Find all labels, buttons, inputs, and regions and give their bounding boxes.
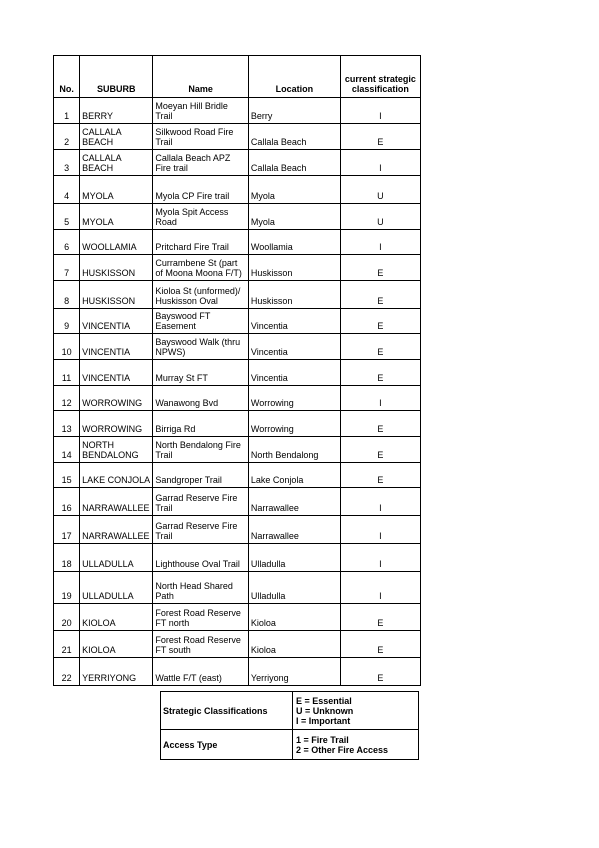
row-classification: I	[340, 98, 420, 124]
row-suburb: VINCENTIA	[80, 360, 153, 386]
row-classification: E	[340, 411, 420, 437]
row-suburb: WOOLLAMIA	[80, 230, 153, 255]
row-suburb: WORROWING	[80, 411, 153, 437]
row-location: Vincentia	[248, 309, 340, 334]
row-name: Pritchard Fire Trail	[153, 230, 249, 255]
row-no: 2	[54, 124, 80, 150]
row-location: Lake Conjola	[248, 463, 340, 488]
row-suburb: ULLADULLA	[80, 544, 153, 572]
row-location: Myola	[248, 204, 340, 230]
header-suburb: SUBURB	[80, 56, 153, 98]
legend-access-label: Access Type	[161, 730, 293, 760]
row-name: North Head Shared Path	[153, 572, 249, 604]
row-location: Huskisson	[248, 255, 340, 281]
row-location: Worrowing	[248, 411, 340, 437]
table-row	[54, 658, 421, 686]
row-suburb: WORROWING	[80, 386, 153, 411]
row-suburb: YERRIYONG	[80, 658, 153, 686]
header-location: Location	[248, 56, 340, 98]
row-name: Wanawong Bvd	[153, 386, 249, 411]
row-name: Wattle F/T (east)	[153, 658, 249, 686]
row-no: 14	[54, 437, 80, 463]
row-location: Berry	[248, 98, 340, 124]
row-name: Garrad Reserve Fire Trail	[153, 488, 249, 516]
row-classification: E	[340, 631, 420, 658]
row-no: 6	[54, 230, 80, 255]
row-location: Worrowing	[248, 386, 340, 411]
row-no: 9	[54, 309, 80, 334]
row-name: North Bendalong Fire Trail	[153, 437, 249, 463]
header-classification-line2: classification	[351, 84, 409, 94]
table-row	[54, 604, 421, 631]
table-row	[54, 204, 421, 230]
table-row	[54, 411, 421, 437]
row-suburb: HUSKISSON	[80, 255, 153, 281]
table-row	[54, 255, 421, 281]
table-row	[54, 488, 421, 516]
row-location: Huskisson	[248, 281, 340, 309]
row-suburb: KIOLOA	[80, 604, 153, 631]
row-suburb: CALLALA BEACH	[80, 124, 153, 150]
table-row	[54, 544, 421, 572]
row-name: Forest Road Reserve FT north	[153, 604, 249, 631]
row-classification: I	[340, 544, 420, 572]
row-name: Myola Spit Access Road	[153, 204, 249, 230]
row-suburb: VINCENTIA	[80, 334, 153, 360]
legend-important: I = Important	[296, 715, 351, 726]
table-row	[54, 230, 421, 255]
table-row	[54, 176, 421, 204]
row-location: Ulladulla	[248, 544, 340, 572]
row-suburb: BERRY	[80, 98, 153, 124]
table-row	[54, 516, 421, 544]
row-no: 19	[54, 572, 80, 604]
table-row	[54, 309, 421, 334]
row-classification: E	[340, 255, 420, 281]
row-suburb: KIOLOA	[80, 631, 153, 658]
row-suburb: NARRAWALLEE	[80, 488, 153, 516]
header-classification-line1: current strategic	[344, 74, 416, 84]
row-name: Forest Road Reserve FT south	[153, 631, 249, 658]
row-classification: E	[340, 309, 420, 334]
row-no: 16	[54, 488, 80, 516]
row-classification: I	[340, 386, 420, 411]
legend-essential: E = Essential	[296, 695, 352, 706]
legend-fire-trail: 1 = Fire Trail	[296, 734, 349, 745]
row-no: 12	[54, 386, 80, 411]
table-row	[54, 150, 421, 176]
row-no: 13	[54, 411, 80, 437]
row-location: Vincentia	[248, 334, 340, 360]
row-name: Bayswood Walk (thru NPWS)	[153, 334, 249, 360]
row-no: 7	[54, 255, 80, 281]
row-name: Kioloa St (unformed)/ Huskisson Oval	[153, 281, 249, 309]
table-row	[54, 437, 421, 463]
row-no: 15	[54, 463, 80, 488]
header-classification	[340, 56, 420, 98]
row-location: Kioloa	[248, 604, 340, 631]
row-suburb: CALLALA BEACH	[80, 150, 153, 176]
legend-strategic-label: Strategic Classifications	[161, 692, 293, 730]
row-name: Garrad Reserve Fire Trail	[153, 516, 249, 544]
row-no: 21	[54, 631, 80, 658]
row-classification: I	[340, 488, 420, 516]
row-classification: E	[340, 658, 420, 686]
row-suburb: HUSKISSON	[80, 281, 153, 309]
row-suburb: ULLADULLA	[80, 572, 153, 604]
row-location: Narrawallee	[248, 488, 340, 516]
row-name: Myola CP Fire trail	[153, 176, 249, 204]
row-location: Ulladulla	[248, 572, 340, 604]
table-row	[54, 463, 421, 488]
legend-strategic-row	[161, 692, 419, 730]
header-no: No.	[54, 56, 80, 98]
table-row	[54, 386, 421, 411]
row-name: Bayswood FT Easement	[153, 309, 249, 334]
row-suburb: NORTH BENDALONG	[80, 437, 153, 463]
fire-trail-table	[53, 55, 421, 686]
legend-strategic-values	[293, 692, 419, 730]
header-name: Name	[153, 56, 249, 98]
row-classification: E	[340, 281, 420, 309]
row-classification: I	[340, 150, 420, 176]
row-classification: E	[340, 463, 420, 488]
row-classification: E	[340, 437, 420, 463]
row-suburb: VINCENTIA	[80, 309, 153, 334]
row-classification: E	[340, 360, 420, 386]
row-no: 10	[54, 334, 80, 360]
table-row	[54, 631, 421, 658]
row-no: 5	[54, 204, 80, 230]
row-no: 4	[54, 176, 80, 204]
table-row	[54, 360, 421, 386]
table-row	[54, 572, 421, 604]
row-location: Vincentia	[248, 360, 340, 386]
row-name: Murray St FT	[153, 360, 249, 386]
row-location: Narrawallee	[248, 516, 340, 544]
header-row	[54, 56, 421, 98]
legend-access-row	[161, 730, 419, 760]
table-row	[54, 98, 421, 124]
legend-unknown: U = Unknown	[296, 705, 354, 716]
row-location: North Bendalong	[248, 437, 340, 463]
row-suburb: LAKE CONJOLA	[80, 463, 153, 488]
row-suburb: NARRAWALLEE	[80, 516, 153, 544]
row-classification: E	[340, 604, 420, 631]
row-classification: U	[340, 204, 420, 230]
row-classification: I	[340, 572, 420, 604]
row-name: Lighthouse Oval Trail	[153, 544, 249, 572]
row-classification: I	[340, 516, 420, 544]
row-no: 1	[54, 98, 80, 124]
row-no: 8	[54, 281, 80, 309]
row-classification: E	[340, 124, 420, 150]
table-row	[54, 281, 421, 309]
row-classification: I	[340, 230, 420, 255]
row-location: Myola	[248, 176, 340, 204]
row-location: Callala Beach	[248, 150, 340, 176]
legend-table	[160, 691, 419, 760]
row-location: Callala Beach	[248, 124, 340, 150]
row-name: Currambene St (part of Moona Moona F/T)	[153, 255, 249, 281]
row-suburb: MYOLA	[80, 176, 153, 204]
legend-access-values	[293, 730, 419, 760]
legend-other-access: 2 = Other Fire Access	[296, 744, 388, 755]
row-classification: E	[340, 334, 420, 360]
row-name: Birriga Rd	[153, 411, 249, 437]
row-suburb: MYOLA	[80, 204, 153, 230]
row-no: 3	[54, 150, 80, 176]
row-no: 22	[54, 658, 80, 686]
row-no: 17	[54, 516, 80, 544]
row-name: Callala Beach APZ Fire trail	[153, 150, 249, 176]
table-row	[54, 124, 421, 150]
row-location: Kioloa	[248, 631, 340, 658]
row-name: Silkwood Road Fire Trail	[153, 124, 249, 150]
row-location: Yerriyong	[248, 658, 340, 686]
row-no: 18	[54, 544, 80, 572]
row-name: Sandgroper Trail	[153, 463, 249, 488]
table-row	[54, 334, 421, 360]
row-name: Moeyan Hill Bridle Trail	[153, 98, 249, 124]
row-classification: U	[340, 176, 420, 204]
row-location: Woollamia	[248, 230, 340, 255]
row-no: 20	[54, 604, 80, 631]
row-no: 11	[54, 360, 80, 386]
